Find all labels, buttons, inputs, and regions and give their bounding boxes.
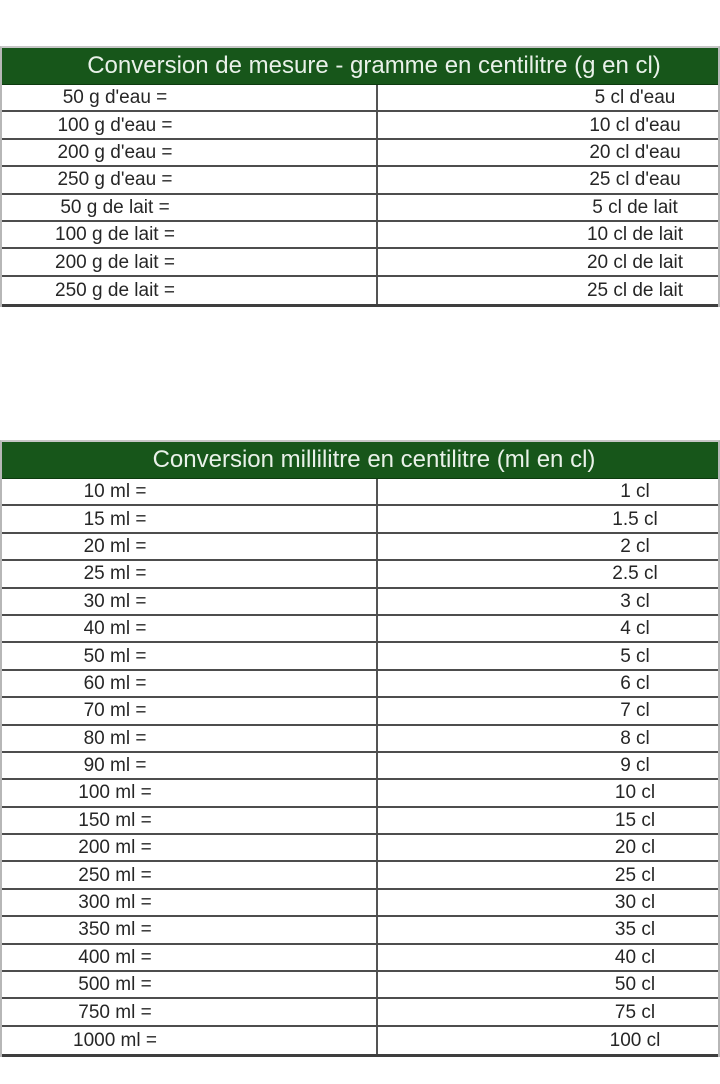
table-cell-source [2,534,378,559]
result-quantity: 20 cl de lait [586,251,684,273]
conversion-table-grams-to-cl [0,46,720,307]
table-cell-result [378,112,718,137]
source-quantity: 15 ml = [83,508,147,530]
table-cell-source [2,1027,378,1054]
table-cell-result [378,726,718,751]
table-cell-result [378,195,718,220]
table-row [2,1027,718,1054]
table-cell-source [2,112,378,137]
table-row [2,195,718,222]
table-title: Conversion de mesure - gramme en centilitre (g en cl) [2,48,718,85]
table-cell-result [378,534,718,559]
table-cell-result [378,167,718,192]
source-quantity: 80 ml = [83,727,147,749]
source-quantity: 200 ml = [78,837,152,859]
source-quantity: 100 g de lait = [55,224,175,246]
table-cell-result [378,999,718,1024]
table-cell-source [2,671,378,696]
result-quantity: 2 cl [620,535,650,557]
table-cell-source [2,561,378,586]
table-row [2,222,718,249]
result-quantity: 10 cl de lait [586,224,684,246]
source-quantity: 500 ml = [78,974,152,996]
table-cell-source [2,917,378,942]
table-row [2,589,718,616]
table-cell-source [2,972,378,997]
source-quantity: 750 ml = [78,1001,152,1023]
result-quantity: 50 cl [614,974,656,996]
result-quantity: 25 cl d'eau [589,169,681,191]
table-row [2,671,718,698]
source-quantity: 10 ml = [83,481,147,503]
source-quantity: 350 ml = [78,919,152,941]
result-quantity: 10 cl [614,782,656,804]
table-cell-result [378,479,718,504]
table-cell-source [2,479,378,504]
source-quantity: 200 g de lait = [55,251,175,273]
table-row [2,890,718,917]
table-cell-source [2,726,378,751]
table-body [2,85,718,307]
table-cell-result [378,945,718,970]
table-cell-source [2,835,378,860]
table-cell-result [378,890,718,915]
table-row [2,780,718,807]
table-cell-result [378,835,718,860]
table-cell-source [2,698,378,723]
table-row [2,506,718,533]
table-cell-result [378,277,718,304]
table-cell-source [2,222,378,247]
result-quantity: 5 cl d'eau [594,87,676,109]
source-quantity: 300 ml = [78,892,152,914]
table-cell-source [2,589,378,614]
table-cell-source [2,249,378,274]
source-quantity: 400 ml = [78,946,152,968]
result-quantity: 8 cl [620,727,650,749]
table-cell-result [378,616,718,641]
result-quantity: 15 cl [614,809,656,831]
result-quantity: 1 cl [620,481,650,503]
table-cell-source [2,506,378,531]
source-quantity: 250 ml = [78,864,152,886]
table-cell-source [2,945,378,970]
table-row [2,616,718,643]
table-cell-result [378,561,718,586]
result-quantity: 9 cl [620,755,650,777]
result-quantity: 100 cl [609,1030,661,1051]
table-cell-source [2,862,378,887]
table-row [2,277,718,304]
table-row [2,726,718,753]
table-row [2,534,718,561]
table-cell-result [378,506,718,531]
table-cell-result [378,222,718,247]
table-cell-result [378,753,718,778]
table-cell-source [2,195,378,220]
result-quantity: 2.5 cl [612,563,658,585]
source-quantity: 50 ml = [83,645,147,667]
table-row [2,85,718,112]
table-row [2,643,718,670]
source-quantity: 90 ml = [83,755,147,777]
source-quantity: 70 ml = [83,700,147,722]
source-quantity: 200 g d'eau = [57,141,173,163]
table-row [2,249,718,276]
result-quantity: 40 cl [614,946,656,968]
result-quantity: 20 cl d'eau [589,141,681,163]
table-cell-source [2,277,378,304]
table-row [2,917,718,944]
result-quantity: 10 cl d'eau [589,114,681,136]
table-row [2,479,718,506]
table-cell-source [2,780,378,805]
result-quantity: 20 cl [614,837,656,859]
source-quantity: 50 g de lait = [60,196,170,218]
result-quantity: 30 cl [614,892,656,914]
table-cell-result [378,589,718,614]
result-quantity: 6 cl [620,672,650,694]
result-quantity: 4 cl [620,618,650,640]
table-cell-source [2,999,378,1024]
result-quantity: 1.5 cl [612,508,658,530]
source-quantity: 250 g de lait = [55,279,175,301]
source-quantity: 60 ml = [83,672,147,694]
table-row [2,167,718,194]
table-row [2,753,718,780]
table-cell-result [378,671,718,696]
table-cell-source [2,890,378,915]
table-cell-source [2,140,378,165]
table-cell-result [378,780,718,805]
table-cell-result [378,862,718,887]
source-quantity: 150 ml = [78,809,152,831]
table-cell-source [2,808,378,833]
result-quantity: 5 cl de lait [592,196,678,218]
result-quantity: 7 cl [620,700,650,722]
table-cell-result [378,1027,718,1054]
source-quantity: 100 g d'eau = [57,114,173,136]
table-body [2,479,718,1057]
table-cell-result [378,698,718,723]
table-cell-source [2,616,378,641]
table-row [2,698,718,725]
table-title: Conversion millilitre en centilitre (ml en cl) [2,442,718,479]
table-row [2,862,718,889]
source-quantity: 100 ml = [78,782,152,804]
table-row [2,808,718,835]
conversion-table-ml-to-cl [0,440,720,1057]
result-quantity: 3 cl [620,590,650,612]
source-quantity: 50 g d'eau = [62,87,168,109]
source-quantity: 1000 ml = [73,1030,157,1051]
table-cell-source [2,643,378,668]
source-quantity: 20 ml = [83,535,147,557]
source-quantity: 40 ml = [83,618,147,640]
table-cell-result [378,917,718,942]
result-quantity: 5 cl [620,645,650,667]
table-cell-source [2,753,378,778]
result-quantity: 25 cl de lait [586,279,684,301]
table-cell-source [2,85,378,110]
table-cell-result [378,808,718,833]
table-cell-result [378,972,718,997]
table-row [2,140,718,167]
source-quantity: 250 g d'eau = [57,169,173,191]
result-quantity: 25 cl [614,864,656,886]
table-row [2,999,718,1026]
table-cell-result [378,249,718,274]
result-quantity: 35 cl [614,919,656,941]
table-cell-result [378,85,718,110]
table-cell-result [378,140,718,165]
table-row [2,561,718,588]
table-row [2,835,718,862]
table-row [2,945,718,972]
source-quantity: 30 ml = [83,590,147,612]
result-quantity: 75 cl [614,1001,656,1023]
table-row [2,112,718,139]
table-cell-source [2,167,378,192]
table-cell-result [378,643,718,668]
table-row [2,972,718,999]
source-quantity: 25 ml = [83,563,147,585]
